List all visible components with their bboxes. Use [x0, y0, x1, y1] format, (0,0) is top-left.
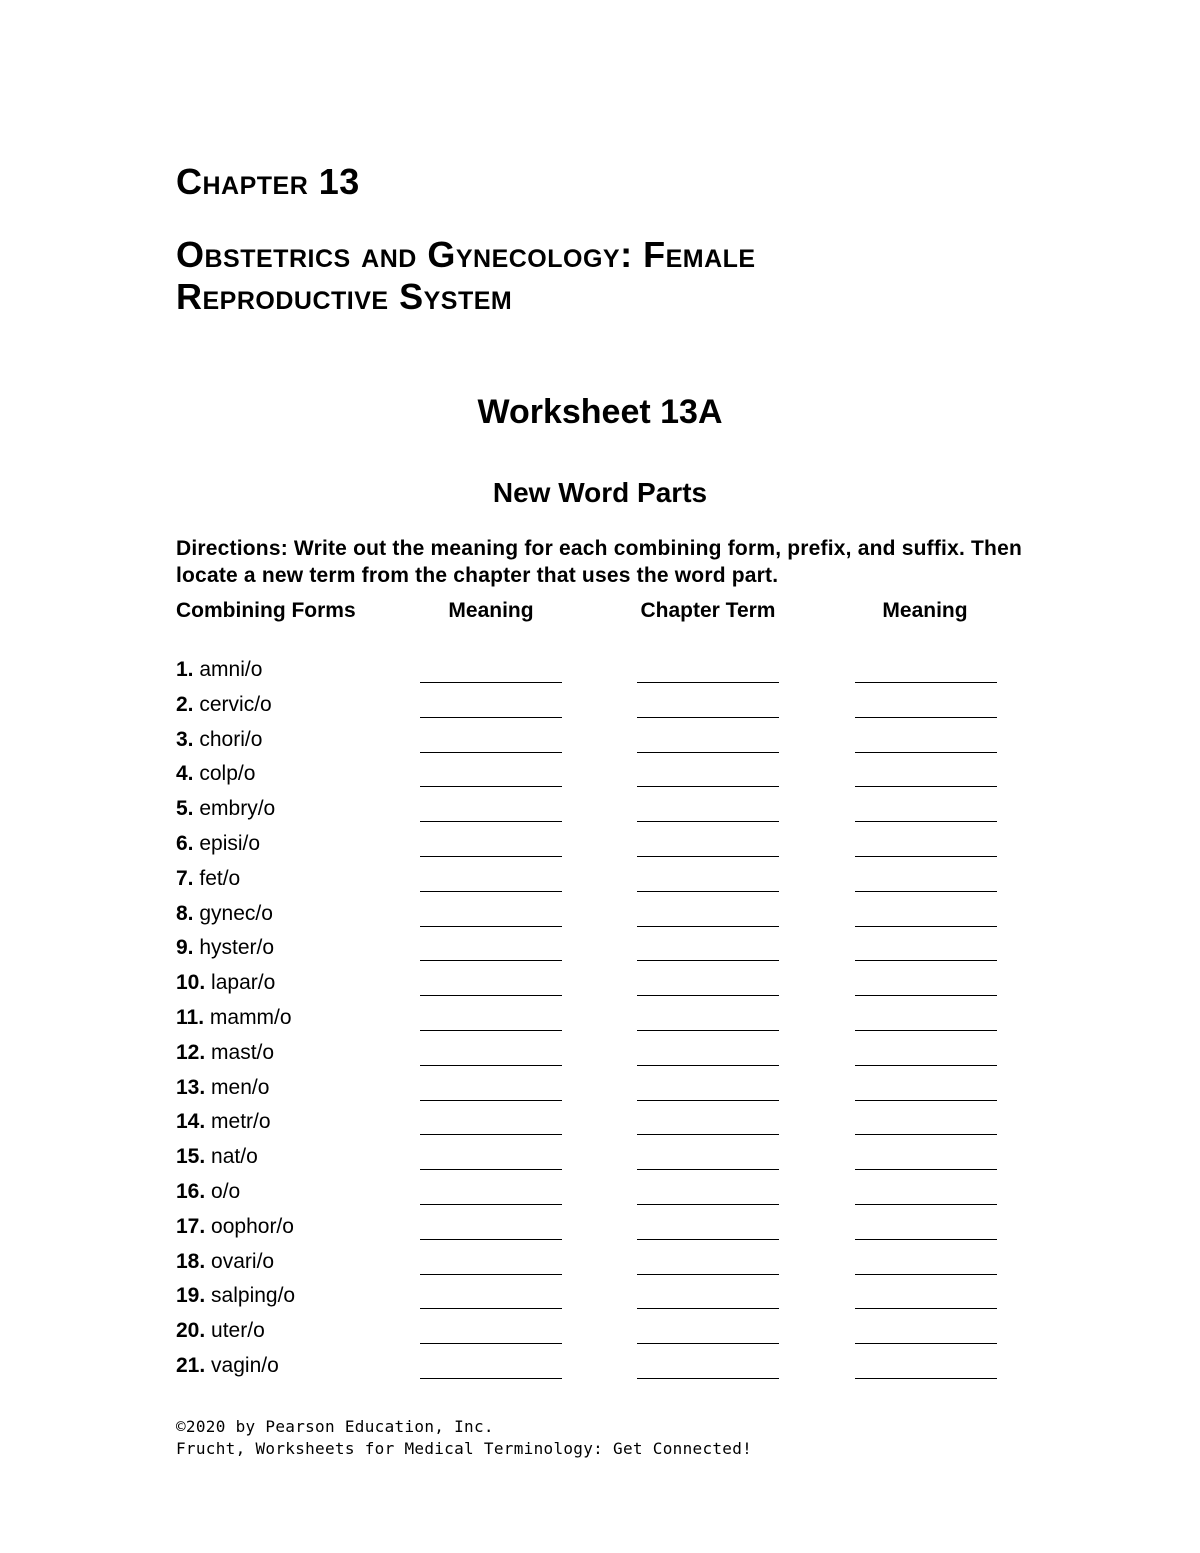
item-number: 7. [176, 866, 194, 890]
term-meaning-blank[interactable] [855, 1065, 997, 1066]
meaning-blank[interactable] [420, 1030, 562, 1031]
meaning-blank[interactable] [420, 717, 562, 718]
combining-form-text: mast/o [211, 1040, 275, 1064]
meaning-blank[interactable] [420, 1065, 562, 1066]
combining-form [176, 727, 262, 753]
item-number: 5. [176, 797, 194, 821]
meaning-blank[interactable] [420, 856, 562, 857]
meaning-blank[interactable] [420, 1274, 562, 1275]
term-meaning-blank[interactable] [855, 682, 997, 683]
table-row [0, 968, 1200, 1003]
table-row [0, 1281, 1200, 1316]
chapter-term-blank[interactable] [637, 1030, 779, 1031]
item-number: 11. [176, 1005, 205, 1029]
meaning-blank[interactable] [420, 1100, 562, 1101]
combining-form-text: oophor/o [211, 1214, 294, 1238]
table-row [0, 1107, 1200, 1142]
chapter-term-blank[interactable] [637, 1100, 779, 1101]
combining-form-text: mamm/o [209, 1005, 292, 1029]
meaning-blank[interactable] [420, 960, 562, 961]
chapter-term-blank[interactable] [637, 995, 779, 996]
chapter-term-blank[interactable] [637, 856, 779, 857]
word-parts-list [0, 655, 1200, 1386]
term-meaning-blank[interactable] [855, 926, 997, 927]
chapter-term-blank[interactable] [637, 926, 779, 927]
meaning-blank[interactable] [420, 821, 562, 822]
combining-form [176, 901, 273, 927]
combining-form [176, 692, 272, 718]
term-meaning-blank[interactable] [855, 856, 997, 857]
chapter-term-blank[interactable] [637, 821, 779, 822]
item-number: 15. [176, 1145, 206, 1169]
worksheet-title: Worksheet 13A [477, 393, 723, 431]
table-row [0, 1142, 1200, 1177]
meaning-blank[interactable] [420, 1343, 562, 1344]
combining-form [176, 866, 240, 892]
combining-form [176, 1214, 294, 1240]
combining-form-text: colp/o [199, 762, 256, 786]
combining-form [176, 1040, 274, 1066]
combining-form [176, 1318, 265, 1344]
table-row [0, 1073, 1200, 1108]
term-meaning-blank[interactable] [855, 1378, 997, 1379]
meaning-blank[interactable] [420, 1134, 562, 1135]
combining-form-text: lapar/o [211, 971, 276, 995]
combining-form [176, 1179, 240, 1205]
chapter-term-blank[interactable] [637, 1134, 779, 1135]
item-number: 10. [176, 971, 206, 995]
meaning-blank[interactable] [420, 682, 562, 683]
item-number: 9. [176, 936, 194, 960]
meaning-blank[interactable] [420, 1204, 562, 1205]
term-meaning-blank[interactable] [855, 1274, 997, 1275]
term-meaning-blank[interactable] [855, 1308, 997, 1309]
chapter-term-blank[interactable] [637, 752, 779, 753]
chapter-term-blank[interactable] [637, 717, 779, 718]
column-header-combining-forms: Combining Forms [176, 599, 356, 622]
item-number: 16. [176, 1179, 206, 1203]
item-number: 18. [176, 1249, 206, 1273]
item-number: 1. [176, 658, 194, 681]
term-meaning-blank[interactable] [855, 1100, 997, 1101]
chapter-term-blank[interactable] [637, 786, 779, 787]
combining-form [176, 1283, 295, 1309]
chapter-term-blank[interactable] [637, 1169, 779, 1170]
item-number: 12. [176, 1040, 206, 1064]
table-row [0, 1177, 1200, 1212]
combining-form-text: chori/o [199, 727, 263, 751]
combining-form-text: fet/o [199, 866, 241, 890]
chapter-term-blank[interactable] [637, 1239, 779, 1240]
copyright-text: ©2020 by Pearson Education, Inc. [176, 1417, 494, 1436]
combining-form-text: uter/o [211, 1319, 265, 1343]
combining-form-text: o/o [211, 1179, 241, 1203]
combining-form [176, 1109, 271, 1135]
meaning-blank[interactable] [420, 1378, 562, 1379]
item-number: 2. [176, 692, 194, 716]
table-row [0, 655, 1200, 690]
chapter-heading: Chapter 13 [176, 161, 360, 202]
term-meaning-blank[interactable] [855, 786, 997, 787]
table-row [0, 690, 1200, 725]
chapter-title [176, 234, 1076, 318]
term-meaning-blank[interactable] [855, 1239, 997, 1240]
table-row [0, 933, 1200, 968]
chapter-term-blank[interactable] [637, 891, 779, 892]
chapter-term-blank[interactable] [637, 1308, 779, 1309]
section-title: New Word Parts [492, 477, 708, 508]
combining-form-text: metr/o [211, 1110, 271, 1134]
chapter-term-blank[interactable] [637, 1274, 779, 1275]
table-row [0, 829, 1200, 864]
combining-form [176, 1353, 279, 1379]
column-header-chapter-term: Chapter Term [640, 599, 776, 622]
chapter-term-blank[interactable] [637, 682, 779, 683]
combining-form [176, 657, 262, 683]
table-row [0, 759, 1200, 794]
term-meaning-blank[interactable] [855, 1030, 997, 1031]
meaning-blank[interactable] [420, 752, 562, 753]
item-number: 14. [176, 1110, 206, 1134]
term-meaning-blank[interactable] [855, 1134, 997, 1135]
chapter-term-blank[interactable] [637, 1378, 779, 1379]
combining-form [176, 935, 274, 961]
meaning-blank[interactable] [420, 786, 562, 787]
chapter-term-blank[interactable] [637, 1343, 779, 1344]
footer [176, 1416, 752, 1460]
chapter-term-blank[interactable] [637, 1065, 779, 1066]
combining-form [176, 796, 275, 822]
table-row [0, 899, 1200, 934]
table-row [0, 1316, 1200, 1351]
table-row [0, 725, 1200, 760]
item-number: 3. [176, 727, 194, 751]
combining-form [176, 1144, 258, 1170]
term-meaning-blank[interactable] [855, 717, 997, 718]
term-meaning-blank[interactable] [855, 1343, 997, 1344]
combining-form-text: embry/o [199, 797, 276, 821]
combining-form-text: salping/o [211, 1284, 296, 1308]
combining-form-text: vagin/o [211, 1353, 279, 1377]
term-meaning-blank[interactable] [855, 1204, 997, 1205]
combining-form [176, 761, 255, 787]
item-number: 4. [176, 762, 194, 786]
item-number: 6. [176, 831, 194, 855]
meaning-blank[interactable] [420, 995, 562, 996]
item-number: 17. [176, 1214, 206, 1238]
table-row [0, 794, 1200, 829]
combining-form-text: men/o [211, 1075, 270, 1099]
table-row [0, 1247, 1200, 1282]
item-number: 21. [176, 1353, 206, 1377]
meaning-blank[interactable] [420, 1308, 562, 1309]
chapter-term-blank[interactable] [637, 1204, 779, 1205]
term-meaning-blank[interactable] [855, 1169, 997, 1170]
combining-form [176, 970, 275, 996]
citation-text: Frucht, Worksheets for Medical Terminology: Get Connected! [176, 1439, 753, 1458]
table-row [0, 1038, 1200, 1073]
item-number: 20. [176, 1319, 206, 1343]
combining-form-text: cervic/o [199, 692, 272, 716]
meaning-blank[interactable] [420, 891, 562, 892]
item-number: 19. [176, 1284, 206, 1308]
term-meaning-blank[interactable] [855, 821, 997, 822]
term-meaning-blank[interactable] [855, 960, 997, 961]
directions-text: Directions: Write out the meaning for each combining form, prefix, and suffix. Then locate a new term from the chapter that uses the word part. [176, 537, 1022, 587]
term-meaning-blank[interactable] [855, 995, 997, 996]
table-row [0, 864, 1200, 899]
meaning-blank[interactable] [420, 926, 562, 927]
column-header-term-meaning: Meaning [882, 599, 968, 622]
combining-form [176, 1075, 269, 1101]
combining-form-text: episi/o [199, 831, 261, 855]
combining-form-text: gynec/o [199, 901, 273, 925]
table-row [0, 1212, 1200, 1247]
combining-form-text: amni/o [199, 658, 263, 681]
combining-form-text: hyster/o [199, 936, 275, 960]
item-number: 8. [176, 901, 194, 925]
meaning-blank[interactable] [420, 1239, 562, 1240]
table-row [0, 1351, 1200, 1386]
chapter-term-blank[interactable] [637, 960, 779, 961]
chapter-title-line2: Reproductive System [176, 276, 513, 317]
item-number: 13. [176, 1075, 206, 1099]
chapter-title-line1: Obstetrics and Gynecology: Female [176, 234, 756, 275]
term-meaning-blank[interactable] [855, 891, 997, 892]
term-meaning-blank[interactable] [855, 752, 997, 753]
combining-form [176, 831, 260, 857]
meaning-blank[interactable] [420, 1169, 562, 1170]
combining-form-text: nat/o [211, 1145, 258, 1169]
combining-form-text: ovari/o [211, 1249, 275, 1273]
combining-form [176, 1005, 292, 1031]
table-row [0, 1003, 1200, 1038]
column-header-meaning: Meaning [448, 599, 534, 622]
combining-form [176, 1249, 274, 1275]
